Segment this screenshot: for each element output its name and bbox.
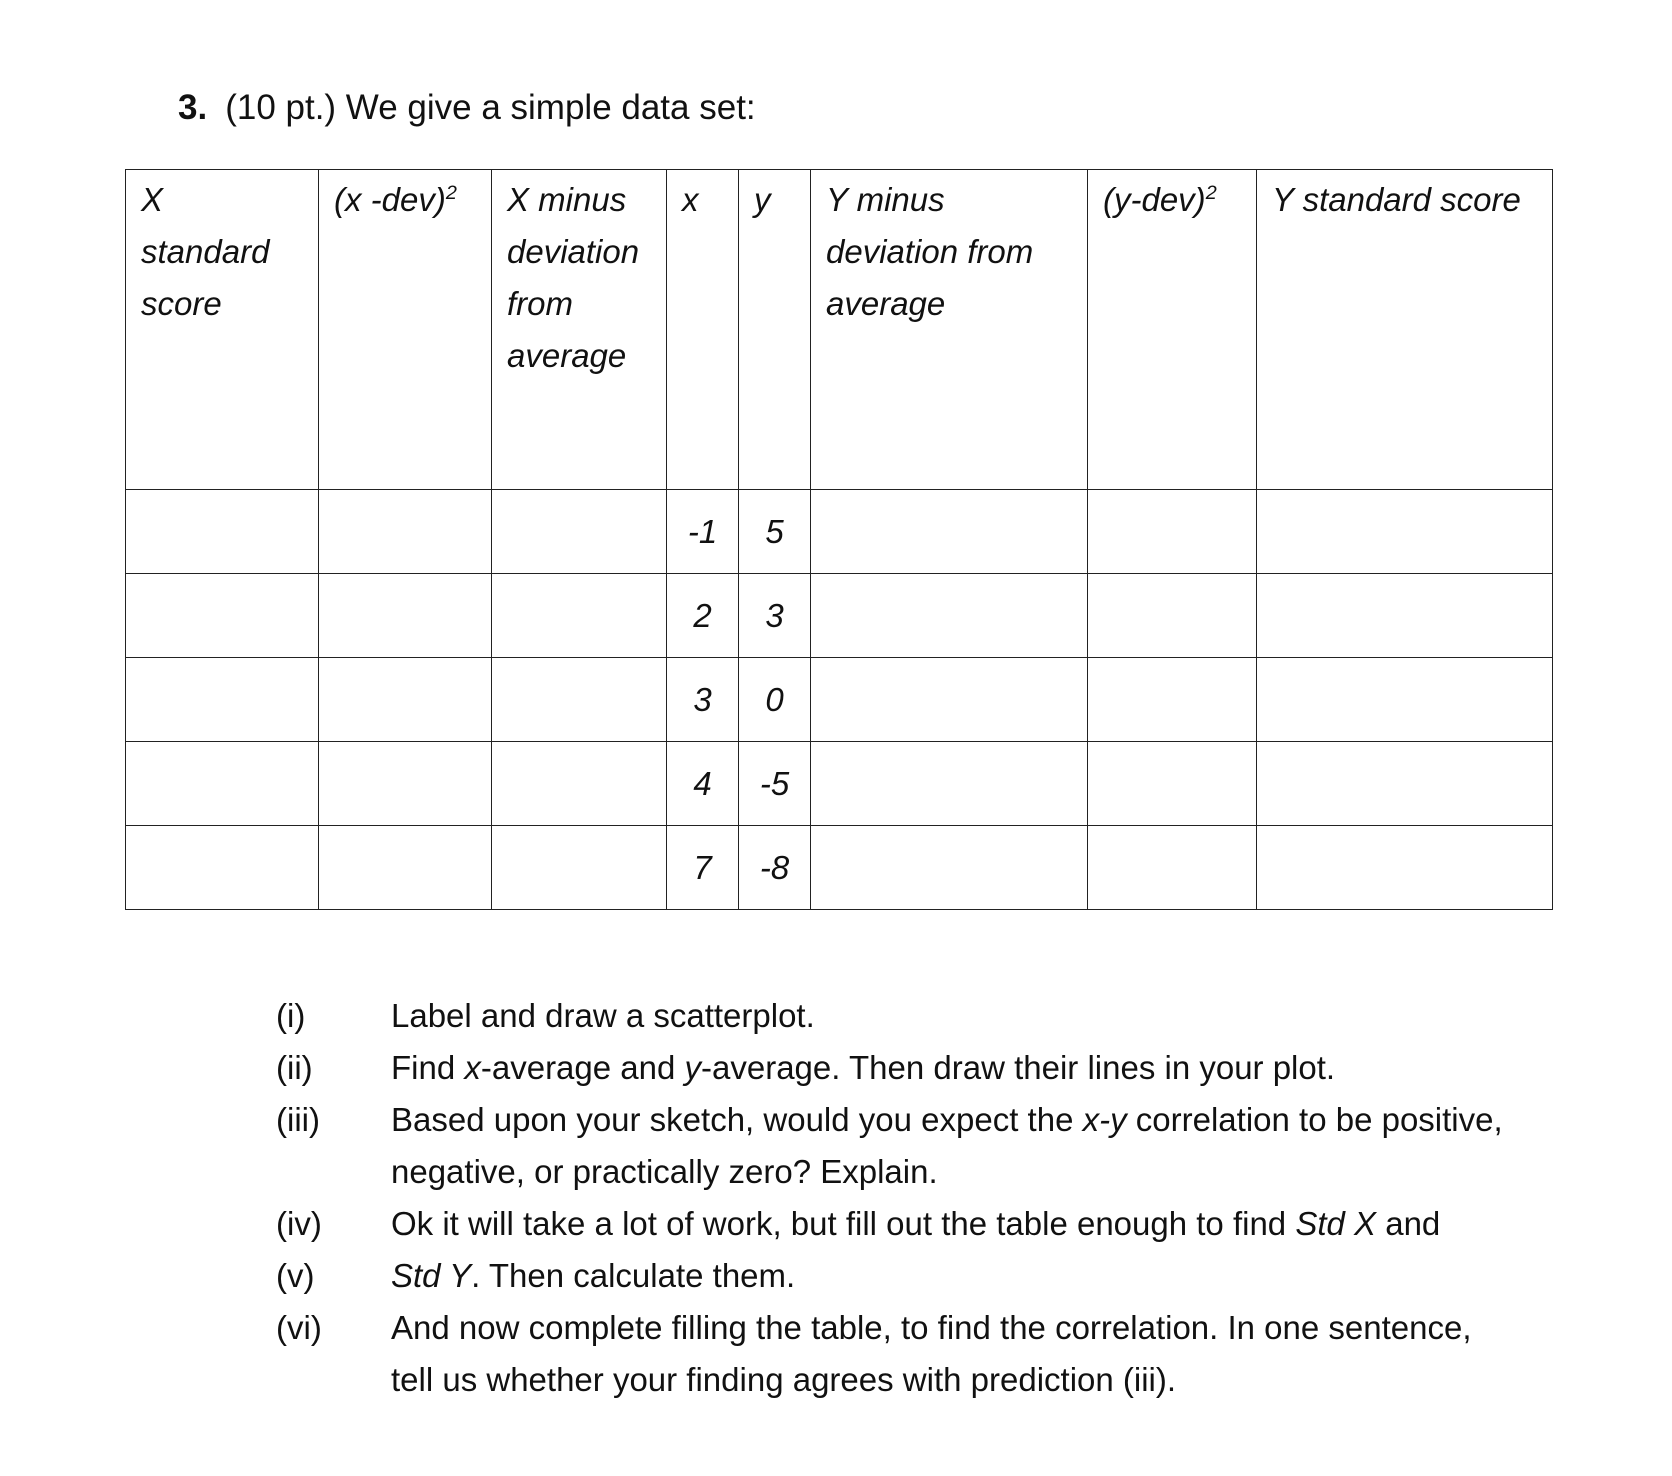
cell-empty: [1257, 658, 1553, 742]
cell-y: 0: [739, 658, 811, 742]
item-label: (iv): [276, 1205, 322, 1242]
cell-y: -5: [739, 742, 811, 826]
cell-empty: [811, 742, 1088, 826]
data-table: [125, 169, 1553, 910]
cell-empty: [811, 574, 1088, 658]
cell-empty: [1088, 826, 1257, 910]
item-label: (v): [276, 1257, 315, 1294]
list-item: [0, 1042, 1672, 1094]
cell-empty: [492, 574, 667, 658]
table-row: [126, 490, 1553, 574]
cell-empty: [492, 490, 667, 574]
cell-y: -8: [739, 826, 811, 910]
cell-empty: [319, 742, 492, 826]
cell-y: 5: [739, 490, 811, 574]
cell-empty: [1257, 826, 1553, 910]
list-item: [0, 1198, 1672, 1250]
item-label: (ii): [276, 1049, 313, 1086]
question-heading: [178, 88, 756, 128]
item-text: Label and draw a scatterplot.: [391, 997, 815, 1034]
question-list: [0, 990, 1672, 1406]
list-item: [0, 1094, 1672, 1146]
cell-empty: [811, 826, 1088, 910]
table-header-row: [126, 170, 1553, 490]
cell-empty: [126, 490, 319, 574]
cell-empty: [1088, 658, 1257, 742]
item-label: (i): [276, 997, 306, 1034]
table-row: [126, 574, 1553, 658]
header-y-dev-squared: $(y-dev)^2$: [1088, 170, 1257, 490]
cell-x: -1: [667, 490, 739, 574]
cell-empty: [126, 574, 319, 658]
cell-empty: [1257, 490, 1553, 574]
cell-empty: [126, 742, 319, 826]
table-row: [126, 742, 1553, 826]
cell-x: 3: [667, 658, 739, 742]
cell-empty: [811, 490, 1088, 574]
cell-empty: [1088, 574, 1257, 658]
item-text: And now complete filling the table, to find the correlation. In one sentence,: [391, 1309, 1472, 1346]
cell-empty: [126, 658, 319, 742]
cell-empty: [319, 490, 492, 574]
cell-empty: [811, 658, 1088, 742]
cell-empty: [319, 658, 492, 742]
cell-empty: [492, 826, 667, 910]
header-x-minus-deviation: X minus deviation from average: [492, 170, 667, 490]
question-number: 3.: [178, 88, 208, 127]
list-item-continuation: [0, 1146, 1672, 1198]
cell-x: 7: [667, 826, 739, 910]
header-x-dev-squared: (x -dev)$^2$: [319, 170, 492, 490]
cell-empty: [1088, 742, 1257, 826]
item-label: (vi): [276, 1309, 322, 1346]
list-item: [0, 1302, 1672, 1354]
cell-x: 2: [667, 574, 739, 658]
question-title: (10 pt.) We give a simple data set:: [225, 88, 756, 127]
item-text: Ok it will take a lot of work, but fill out the table enough to find Std X and: [391, 1205, 1441, 1242]
list-item: [0, 1250, 1672, 1302]
item-text: negative, or practically zero? Explain.: [391, 1153, 938, 1190]
cell-empty: [1257, 742, 1553, 826]
header-x-standard-score: X standard score: [126, 170, 319, 490]
cell-empty: [319, 574, 492, 658]
header-y: y: [739, 170, 811, 490]
cell-empty: [492, 742, 667, 826]
item-text: Std Y. Then calculate them.: [391, 1257, 796, 1294]
table-row: [126, 658, 1553, 742]
item-text: Based upon your sketch, would you expect the x-y correlation to be positive,: [391, 1101, 1503, 1138]
item-text: tell us whether your finding agrees with prediction (iii).: [391, 1361, 1177, 1398]
cell-empty: [319, 826, 492, 910]
header-y-standard-score: Y standard score: [1257, 170, 1553, 490]
item-text: Find x-average and y-average. Then draw their lines in your plot.: [391, 1049, 1336, 1086]
header-x: x: [667, 170, 739, 490]
cell-y: 3: [739, 574, 811, 658]
list-item-continuation: [0, 1354, 1672, 1406]
list-item: [0, 990, 1672, 1042]
table-row: [126, 826, 1553, 910]
cell-empty: [492, 658, 667, 742]
item-label: (iii): [276, 1101, 320, 1138]
cell-x: 4: [667, 742, 739, 826]
cell-empty: [126, 826, 319, 910]
header-y-minus-deviation: Y minus deviation from average: [811, 170, 1088, 490]
cell-empty: [1088, 490, 1257, 574]
cell-empty: [1257, 574, 1553, 658]
